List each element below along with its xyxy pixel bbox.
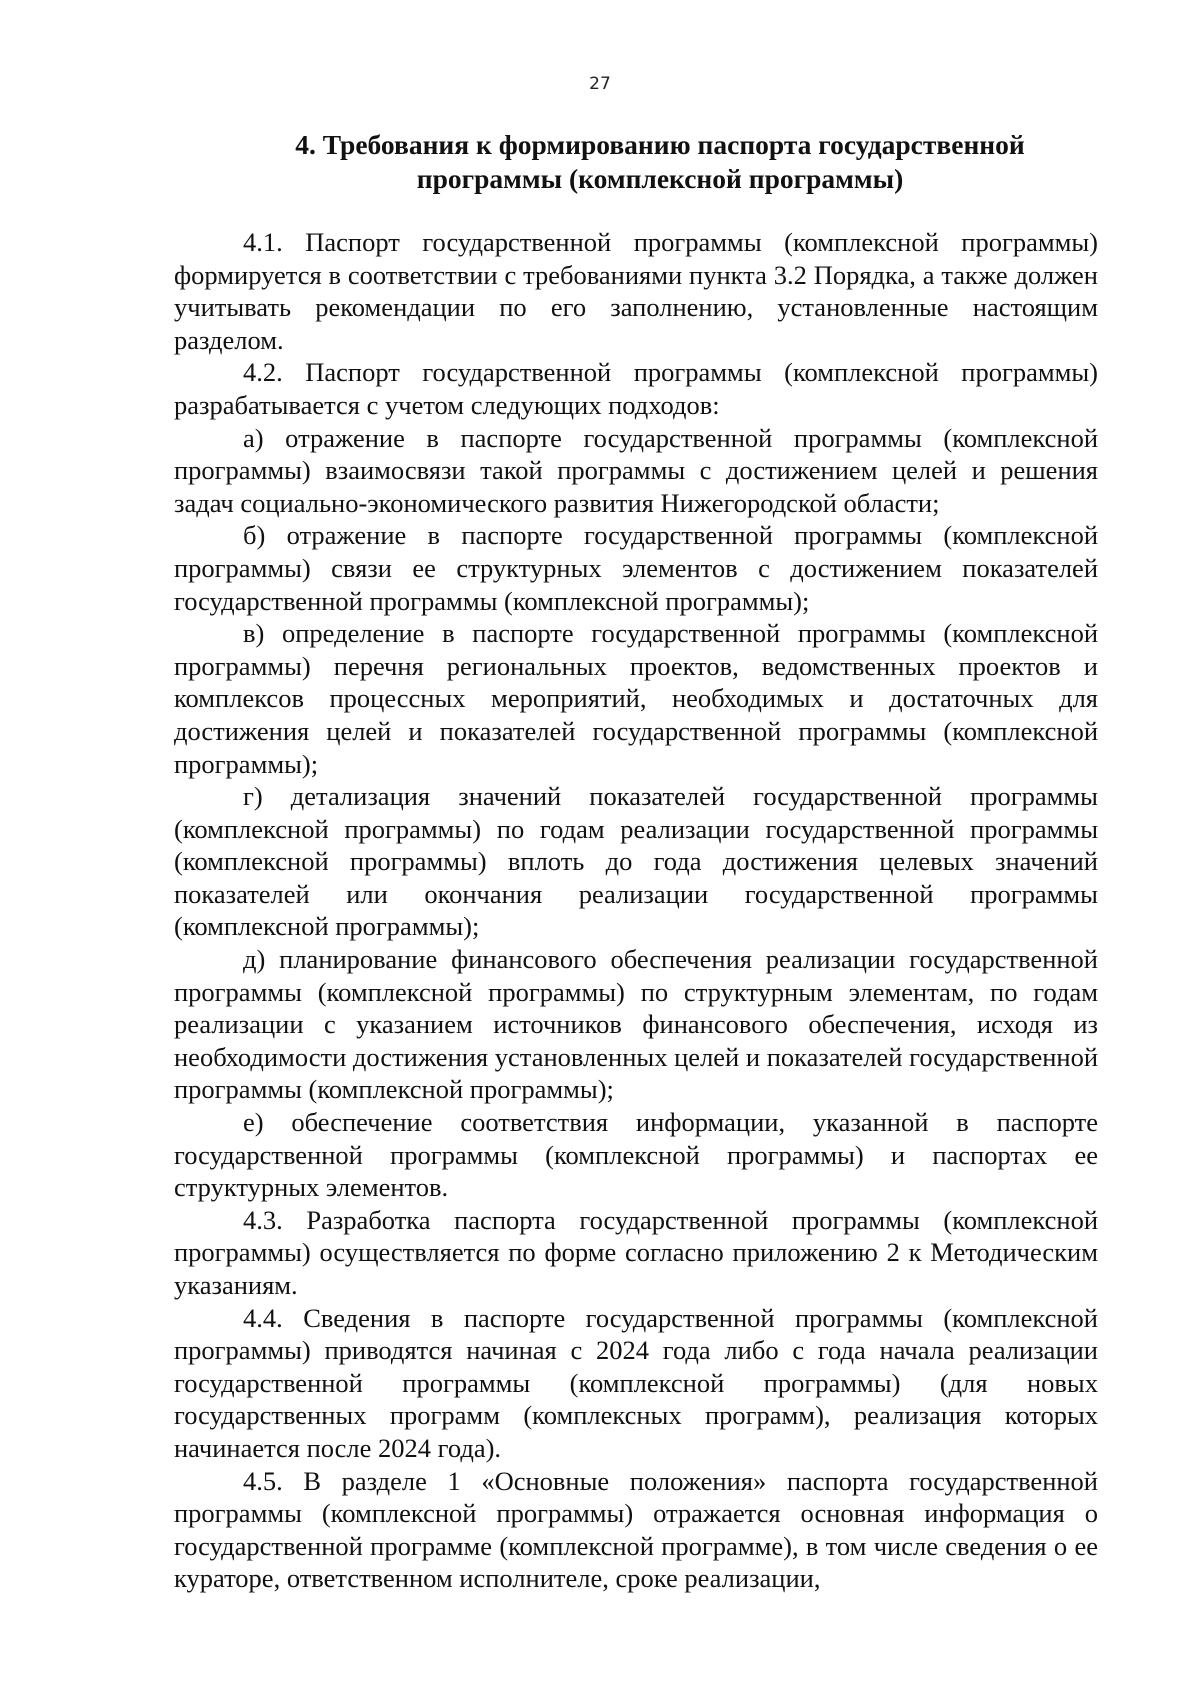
paragraph-4-2: 4.2. Паспорт государственной программы (комплексной программы) разрабатывается с учетом следующих подходов: [174,357,1098,420]
paragraph-4-3: 4.3. Разработка паспорта государственной программы (комплексной программы) осуществляется по форме согласно приложению 2 к Методическим указаниям. [174,1204,1098,1300]
list-item-b: б) отражение в паспорте государственной программы (комплексной программы) связи ее структурных элементов с достижением показателей государственной программы (комплексной программы); [174,520,1098,616]
document-body [174,226,1098,1595]
list-item-e: е) обеспечение соответствия информации, указанной в паспорте государственной программы (комплексной программы) и паспортах ее структурных элементов. [174,1107,1098,1203]
section-title-line-2: программы (комплексной программы) [416,163,904,194]
section-title-line-1: 4. Требования к формированию паспорта государственной [295,129,1025,160]
paragraph-4-1: 4.1. Паспорт государственной программы (комплексной программы) формируется в соответствии с требованиями пункта 3.2 Порядка, а также должен учитывать рекомендации по его заполнению, установленные настоящим разделом. [174,227,1098,355]
section-title [240,128,1080,196]
page-number: 27 [589,74,611,94]
list-item-v: в) определение в паспорте государственной программы (комплексной программы) перечня региональных проектов, ведомственных проектов и комплексов процессных мероприятий, необходимых и достаточных для достижения целей и показателей государственной программы (комплексной программы); [174,618,1098,779]
paragraph-4-5: 4.5. В разделе 1 «Основные положения» паспорта государственной программы (комплексной программы) отражается основная информация о государственной программе (комплексной программе), в том числе сведения о ее кураторе, ответственном исполнителе, сроке реализации, [174,1465,1098,1594]
paragraph-4-4: 4.4. Сведения в паспорте государственной программы (комплексной программы) приводятся начиная с 2024 года либо с года начала реализации государственной программы (комплексной программы) (для новых государственных программ (комплексных программ), реализация которых начинается после 2024 года). [174,1302,1098,1463]
list-item-a: а) отражение в паспорте государственной программы (комплексной программы) взаимосвязи такой программы с достижением целей и решения задач социально-экономического развития Нижегородской области; [174,422,1098,518]
list-item-g: г) детализация значений показателей государственной программы (комплексной программы) по годам реализации государственной программы (комплексной программы) вплоть до года достижения целевых значений показателей или окончания реализации государственной программы (комплексной программы); [174,781,1098,942]
list-item-d: д) планирование финансового обеспечения реализации государственной программы (комплексной программы) по структурным элементам, по годам реализации с указанием источников финансового обеспечения, исходя из необходимости достижения установленных целей и показателей государственной программы (комплексной программы); [174,944,1098,1105]
